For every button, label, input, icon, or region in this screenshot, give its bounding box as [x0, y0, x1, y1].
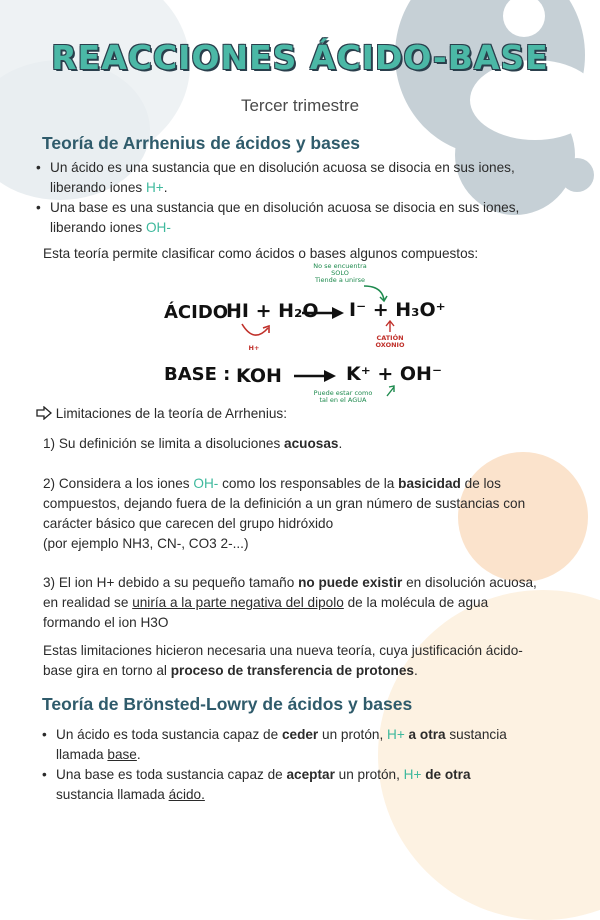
section-heading-arrhenius: Teoría de Arrhenius de ácidos y bases — [42, 133, 361, 153]
limitation-item-1: 1) Su definición se limita a disoluciones acuosas. — [43, 436, 343, 451]
list-item: • Un ácido es una sustancia que en disolución acuosa se disocia en sus iones, liberando iones H+. — [36, 160, 515, 195]
bullet-icon: • — [42, 767, 47, 782]
ion-label: OH- — [193, 476, 219, 491]
base-reactant: KOH — [236, 365, 282, 387]
reaction-arrow-icon — [300, 305, 346, 321]
annotation-arrow — [384, 384, 398, 398]
list-item: • Una base es toda sustancia capaz de aceptar un protón, H+ de otra sustancia llamada ácido. — [42, 767, 471, 802]
section-heading-bronsted: Teoría de Brönsted-Lowry de ácidos y bases — [42, 694, 413, 714]
ion-label: OH- — [145, 220, 171, 235]
annotation-h: H+ — [248, 344, 260, 352]
reaction-arrow-icon — [292, 368, 338, 384]
base-label: BASE : — [164, 364, 231, 385]
arrow-right-icon — [36, 406, 52, 420]
closing-paragraph: Estas limitaciones hicieron necesaria una nueva teoría, cuya justificación ácido- base gira en torno al proceso de transferencia de protones. — [43, 643, 523, 678]
ion-label: H+ — [387, 727, 405, 742]
list-item: • Una base es una sustancia que en disolución acuosa se disocia en sus iones, liberando iones OH- — [36, 200, 520, 235]
annotation-bottom: Puede estar como tal en el AGUA — [313, 389, 373, 404]
annotation-arrow — [384, 320, 396, 334]
limitation-item-3: 3) El ion H+ debido a su pequeño tamaño no puede existir en disolución acuosa, en realidad se uniría a la parte negativa del dipolo de la molécula de agua formando el ion H3O — [43, 575, 537, 630]
bullet-icon: • — [36, 160, 41, 175]
page-title: REACCIONES ÁCIDO-BASE — [51, 38, 549, 77]
annotation-top: No se encuentra SOLO Tiende a unirse — [313, 262, 367, 284]
limitation-item-2: 2) Considera a los iones OH- como los responsables de la basicidad de los compuestos, dejando fuera de la definición a un gran número de sustancias con carácter básico que carecen del grupo hidróxido (por ejemplo NH3, CN-, CO3 2-...) — [43, 476, 526, 551]
ion-label: H+ — [145, 180, 164, 195]
annotation-cation: CATIÓN OXONIO — [375, 334, 405, 349]
proton-transfer-arrow — [238, 322, 274, 344]
acid-products: I⁻ + H₃O⁺ — [349, 299, 446, 321]
intro-text: Esta teoría permite clasificar como ácidos o bases algunos compuestos: — [43, 246, 479, 261]
page-subtitle: Tercer trimestre — [240, 96, 360, 115]
limitations-heading: Limitaciones de la teoría de Arrhenius: — [36, 404, 287, 424]
bullet-icon: • — [36, 200, 41, 215]
base-products: K⁺ + OH⁻ — [346, 363, 442, 385]
ion-label: H+ — [403, 767, 422, 782]
acid-reactants: HI + H₂O — [226, 300, 319, 322]
list-item: • Un ácido es toda sustancia capaz de ceder un protón, H+ a otra sustancia llamada base. — [42, 727, 507, 762]
bullet-icon: • — [42, 727, 47, 742]
acid-label: ÁCIDO : — [164, 302, 242, 323]
